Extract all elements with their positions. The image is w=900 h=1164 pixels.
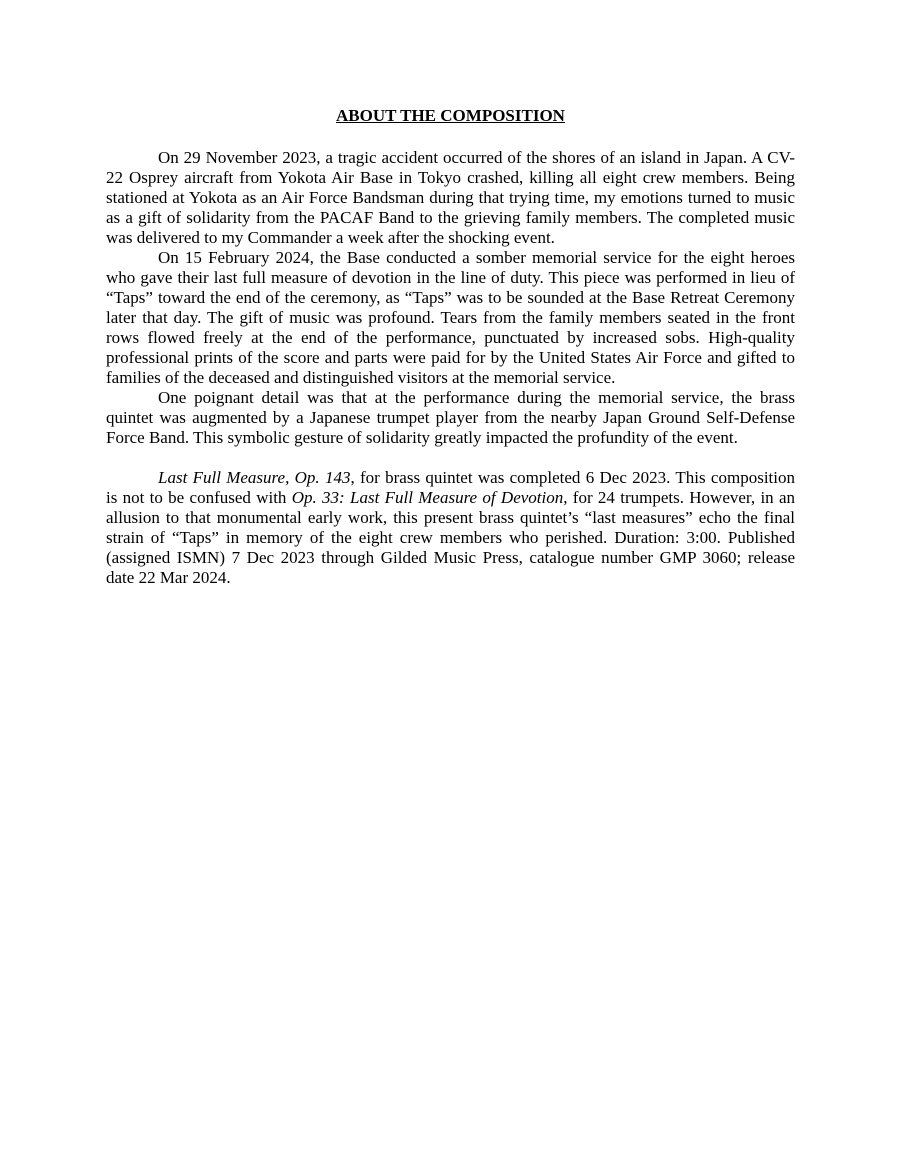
paragraph-composition-details <box>106 468 795 588</box>
page-heading: ABOUT THE COMPOSITION <box>336 106 565 125</box>
earlier-work-title: Op. 33: Last Full Measure of Devotion <box>291 488 564 507</box>
document-page <box>106 104 795 588</box>
paragraph-memorial-service: On 15 February 2024, the Base conducted a somber memorial service for the eight heroes who gave their last full measure of devotion in the line of duty. This piece was performed in lieu of “Taps” toward the end of the ceremony, as “Taps” was to be sounded at the Base Retreat Ceremony later that day. The gift of music was profound. Tears from the family members seated in the front rows flowed freely at the end of the performance, punctuated by increased sobs. High-quality professional prints of the score and parts were paid for by the United States Air Force and gifted to families of the deceased and distinguished visitors at the memorial service. <box>106 248 795 387</box>
composition-text-part-2: , for 24 trumpets. However, in an allusion to that monumental early work, this present brass quintet’s “last measures” echo the final strain of “Taps” in memory of the eight crew members who perished. Duration: 3:00. Published (assigned ISMN) 7 Dec 2023 through Gilded Music Press, catalogue number GMP 3060; release date 22 Mar 2024. <box>106 488 796 587</box>
paragraph-poignant-detail: One poignant detail was that at the performance during the memorial service, the brass quintet was augmented by a Japanese trumpet player from the nearby Japan Ground Self-Defense Force Band. This symbolic gesture of solidarity greatly impacted the profundity of the event. <box>106 388 795 447</box>
composition-text-part-1: , for brass quintet was completed 6 Dec 2023. This composition is not to be confused with <box>106 468 795 507</box>
composition-title: Last Full Measure, Op. 143 <box>158 468 351 487</box>
paragraph-accident: On 29 November 2023, a tragic accident occurred of the shores of an island in Japan. A CV-22 Osprey aircraft from Yokota Air Base in Tokyo crashed, killing all eight crew members. Being stationed at Yokota as an Air Force Bandsman during that trying time, my emotions turned to music as a gift of solidarity from the PACAF Band to the grieving family members. The completed music was delivered to my Commander a week after the shocking event. <box>106 148 795 247</box>
